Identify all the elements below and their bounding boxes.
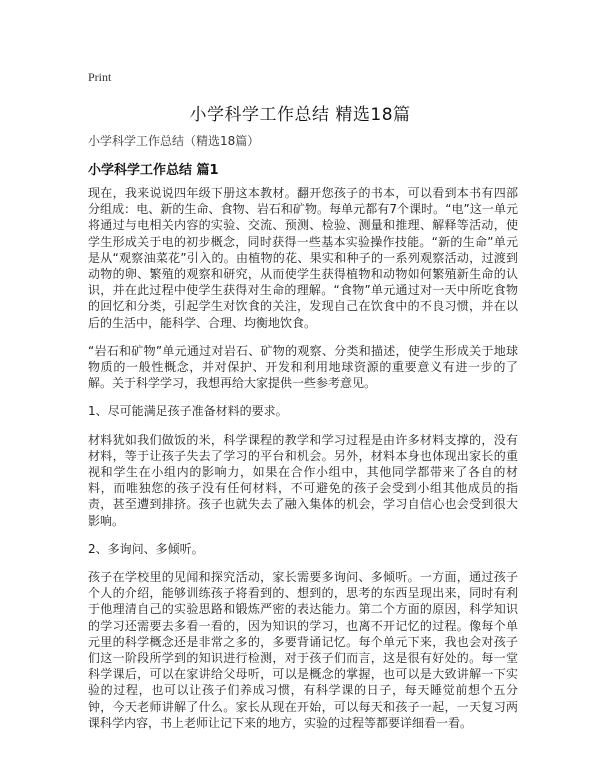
paragraph-intro: 现在，我来说说四年级下册这本教材。翻开您孩子的书本，可以看到本书有四部分组成：电、新的生命、食物、岩石和矿物。每单元都有7个课时。“电”这一单元将通过与电相关内容的实验、交流、预测、检验、测量和推理、解释等活动，使学生形成关于电的初步概念，同时获得一些基本实验操作技能。“新的生命”单元是从“观察油菜花”引入的。由植物的花、果实和种子的一系列观察活动，过渡到动物的卵、繁殖的观察和研究，从而使学生获得植物和动物如何繁殖新生命的认识，并在此过程中使学生获得对生命的理解。“食物”单元通过对一天中所吃食物的回忆和分类，引起学生对饮食的关注，发现自己在饮食中的不良习惯，并在以后的生活中，能科学、合理、均衡地饮食。 [88,186,518,330]
paragraph-listen: 孩子在学校里的见闻和探究活动，家长需要多询问、多倾听。一方面，通过孩子个人的介绍，能够训练孩子将看到的、想到的，思考的东西呈现出来，同时有利于他理清自己的实验思路和锻炼严密的表达能力。第二个方面的原因，科学知识的学习还需要去多看一看的，因为知识的学习，也离不开记忆的过程。像每个单元里的科学概念还是非常之多的，多要背诵记忆。每个单元下来，我也会对孩子们这一阶段所学到的知识进行检测，对于孩子们而言，这是很有好处的。每一堂科学课后，可以在家讲给父母听，可以是概念的掌握，也可以是大致讲解一下实验的过程，也可以让孩子们养成习惯，有科学课的日子，每天睡觉前想个五分钟，今天老师讲解了什么。家长从现在开始，可以每天和孩子一起，一天复习两课科学内容，书上老师让记下来的地方，实验的过程等都要详细看一看。 [88,570,518,730]
article-body [88,185,518,743]
print-label: Print [88,70,112,84]
document-title: 小学科学工作总结 精选18篇 [189,105,411,125]
section-heading: 小学科学工作总结 篇1 [88,163,219,178]
point-heading-listen: 2、多询问、多倾听。 [88,541,204,556]
paragraph-materials: 材料犹如我们做饭的米，科学课程的教学和学习过程是由许多材料支撑的，没有材料，等于让孩子失去了学习的平台和机会。另外，材料本身也体现出家长的重视和学生在小组内的影响力，如果在合作小组中，其他同学都带来了各自的材料，而唯独您的孩子没有任何材料，不可避免的孩子会受到小组其他成员的指责，甚至遭到排挤。孩子也就失去了融入集体的机会，学习自信心也会受到很大影响。 [88,432,518,528]
paragraph-rocks: “岩石和矿物”单元通过对岩石、矿物的观察、分类和描述，使学生形成关于地球物质的一般性概念，并对保护、开发和利用地球资源的重要意义有进一步的了解。关于科学学习，我想再给大家提供一些参考意见。 [88,343,518,391]
point-heading-materials: 1、尽可能满足孩子准备材料的要求。 [88,404,288,419]
document-subtitle: 小学科学工作总结（精选18篇） [88,134,260,148]
